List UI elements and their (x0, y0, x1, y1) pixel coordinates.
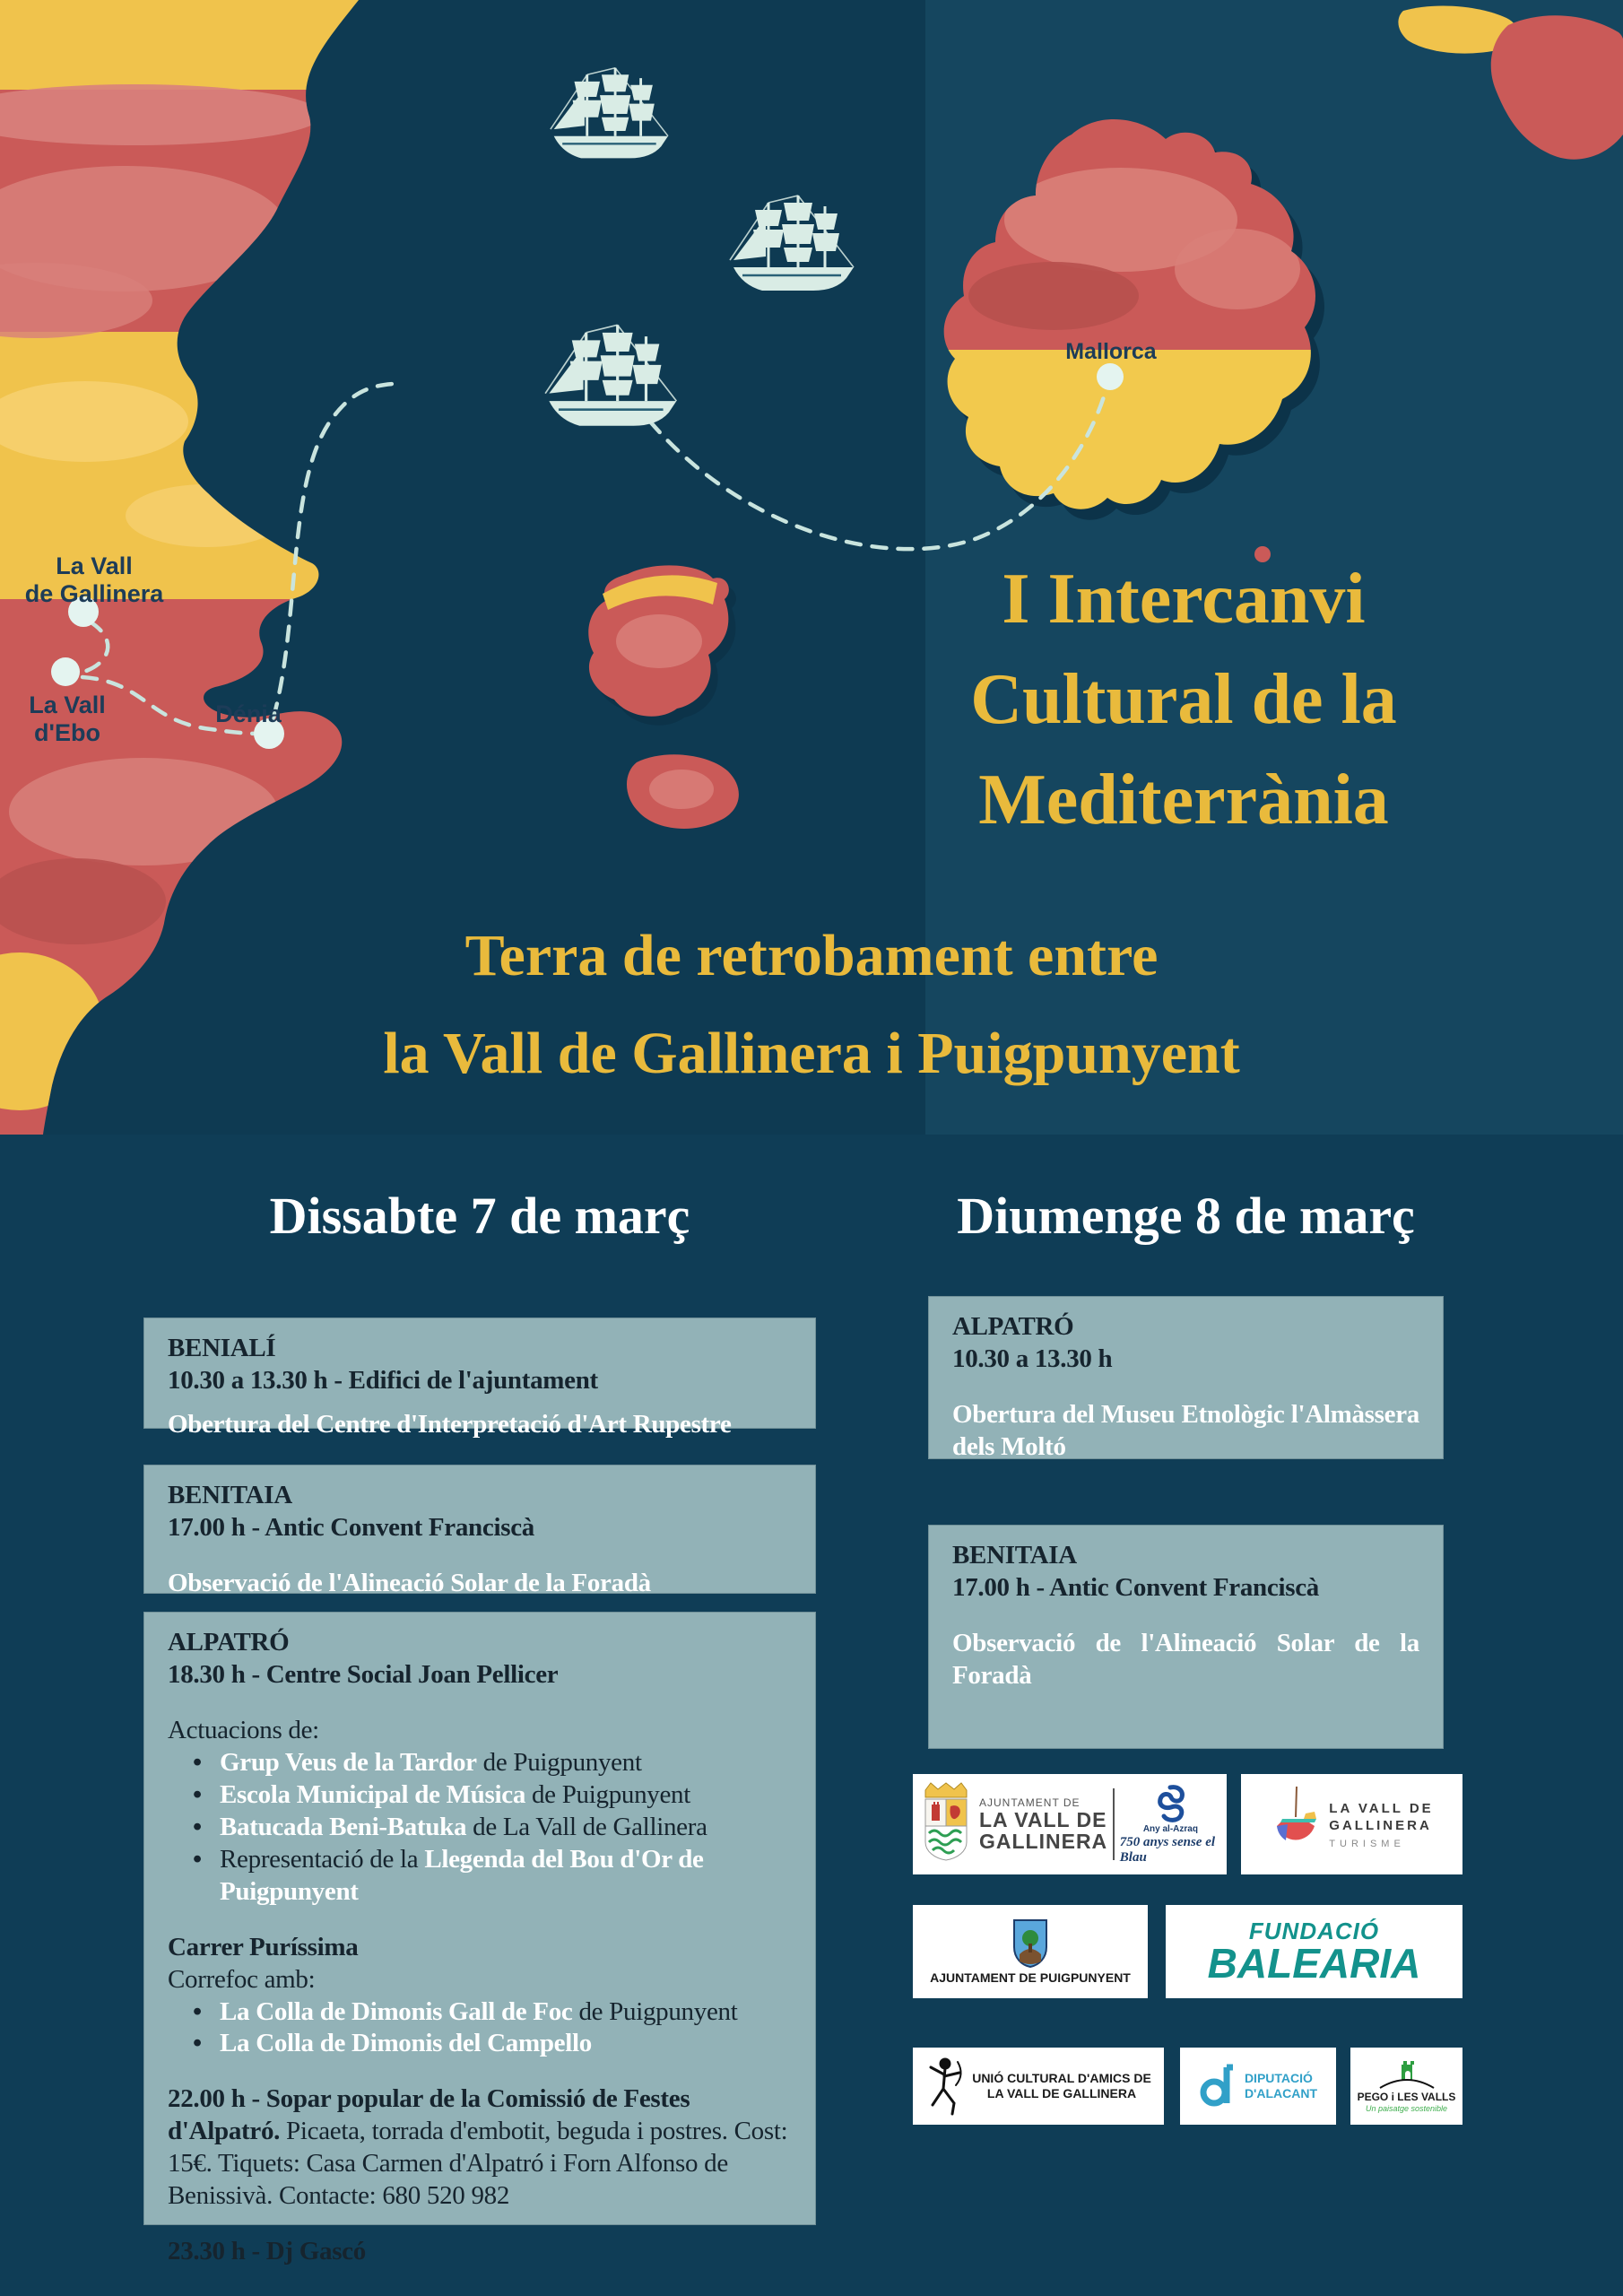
event-time: 10.30 a 13.30 h - Edifici de l'ajuntament (168, 1365, 598, 1395)
title-line: Cultural de la (970, 660, 1397, 739)
subtitle-line: la Vall de Gallinera i Puigpunyent (383, 1020, 1240, 1086)
dj-info: 23.30 h - Dj Gascó (168, 2237, 366, 2266)
list-item: • Escola Municipal de Música de Puigpunyent (168, 1779, 792, 1812)
subtitle-line: Terra de retrobament entre (464, 923, 1159, 988)
ship-icon (551, 68, 668, 159)
poster-title (915, 549, 1453, 850)
map-label-ebo: La Vall d'Ebo (29, 691, 106, 746)
logo-text: D'ALACANT (1244, 2086, 1318, 2100)
ship-icon (545, 325, 676, 425)
poster-subtitle (126, 908, 1497, 1103)
logo-text: FUNDACIÓ (1248, 1918, 1380, 1944)
logo-fundacio-balearia (1166, 1905, 1462, 1998)
list-item: • Grup Veus de la Tardor de Puigpunyent (168, 1747, 792, 1779)
list-item: • La Colla de Dimonis del Campello (168, 2028, 792, 2060)
logo-pego-les-valls (1350, 2048, 1462, 2125)
event-place: ALPATRÓ (952, 1312, 1074, 1341)
logo-text: UNIÓ CULTURAL D'AMICS DE (972, 2070, 1151, 2085)
list-item: • Batucada Beni-Batuka de La Vall de Gallinera (168, 1812, 792, 1844)
event-title: Observació de l'Alineació Solar de la Foradà (952, 1628, 1419, 1690)
puigpunyent-shield-icon (1011, 1918, 1050, 1969)
event-title: Obertura del Centre d'Interpretació d'Art Rupestre (168, 1409, 732, 1439)
list-item: • Representació de la Llegenda del Bou d'Or de Puigpunyent (193, 1844, 704, 1906)
event-time: 10.30 a 13.30 h (952, 1344, 1113, 1373)
cave-painting-figure-icon (925, 2055, 967, 2118)
logo-text: 750 anys sense el Blau (1119, 1834, 1216, 1865)
logo-text: BALEARIA (1207, 1940, 1421, 1987)
event-place: BENITAIA (952, 1541, 1077, 1570)
map-label-denia: Dénia (215, 700, 282, 727)
turisme-bowl-icon (1270, 1785, 1322, 1864)
event-box-alpatro-sat (143, 1612, 816, 2266)
list-item: • La Colla de Dimonis Gall de Foc de Puigpunyent (168, 1996, 792, 2029)
logo-text: AJUNTAMENT DE (979, 1796, 1081, 1809)
bullet-icon: • (193, 1812, 202, 1841)
event-box-alpatro-sun (928, 1296, 1444, 1459)
pego-tower-icon (1378, 2059, 1436, 2090)
sunday-header: Diumenge 8 de març (957, 1187, 1415, 1245)
bullet-icon: • (193, 2029, 202, 2058)
logo-text: PEGO i LES VALLS (1357, 2091, 1456, 2103)
logo-text: LA VALL DE (979, 1807, 1107, 1831)
logo-divider (1113, 1788, 1115, 1860)
bullet-icon: • (193, 1747, 202, 1777)
event-title: Obertura del Museu Etnològic l'Almàssera dels Moltó (952, 1399, 1419, 1461)
event-box-benitaia-sun (928, 1525, 1444, 1749)
logo-unio-cultural (913, 2048, 1164, 2125)
street-label: Carrer Puríssima (168, 1932, 359, 1961)
mallorca-island (933, 99, 1336, 529)
event-place: BENITAIA (168, 1481, 292, 1509)
event-title: Observació de l'Alineació Solar de la Foradà (168, 1568, 651, 1597)
gallinera-coat-of-arms-icon (918, 1781, 974, 1867)
acts-label: Actuacions de: (168, 1715, 319, 1744)
event-time: 17.00 h - Antic Convent Franciscà (952, 1572, 1319, 1602)
diputacio-monogram-icon (1199, 2062, 1238, 2110)
event-place: ALPATRÓ (168, 1628, 290, 1657)
logo-text: Any al-Azraq (1142, 1823, 1198, 1834)
correfoc-label: Correfoc amb: (168, 1964, 316, 1994)
logo-text: DIPUTACIÓ (1244, 2071, 1313, 2086)
formentera-island (627, 754, 739, 829)
logo-text: LA VALL DE (1329, 1800, 1434, 1816)
saturday-header: Dissabte 7 de març (269, 1187, 690, 1245)
logo-text: GALLINERA (979, 1830, 1108, 1853)
event-time: 17.00 h - Antic Convent Franciscà (168, 1512, 534, 1542)
logo-gallinera-turisme (1241, 1774, 1462, 1874)
al-azraq-emblem-icon (1151, 1784, 1189, 1823)
logo-text: GALLINERA (1329, 1818, 1432, 1833)
event-place: BENIALÍ (168, 1334, 276, 1362)
map-label-mallorca: Mallorca (1065, 339, 1157, 364)
menorca-island (1398, 5, 1623, 159)
logo-text: TURISME (1329, 1838, 1405, 1849)
event-box-benitaia-sat (143, 1465, 816, 1597)
dinner-info: 22.00 h - Sopar popular de la Comissió de Festes d'Alpatró. Picaeta, torrada d'embotit, beguda i postres. Cost: 15€. Tiquets: Casa Carmen d'Alpatró i Forn Alfonso de Benissivà. Contacte: 680 520 982 (168, 2084, 788, 2211)
logo-ajuntament-puigpunyent (913, 1905, 1148, 1998)
logo-text: LA VALL DE GALLINERA (986, 2086, 1137, 2100)
logo-text: Un paisatge sostenible (1365, 2104, 1448, 2113)
map-label-gallinera: La Vall de Gallinera (24, 552, 164, 607)
event-time: 18.30 h - Centre Social Joan Pellicer (168, 1659, 559, 1689)
logo-text: AJUNTAMENT DE PUIGPUNYENT (930, 1970, 1131, 1985)
ship-icon (730, 196, 854, 291)
title-line: Mediterrània (978, 761, 1389, 839)
bullet-icon: • (193, 1779, 202, 1809)
logo-diputacio-alacant (1180, 2048, 1336, 2125)
title-line: I Intercanvi (1002, 560, 1366, 639)
logo-ajuntament-gallinera (913, 1774, 1227, 1874)
bullet-icon: • (193, 1844, 202, 1874)
event-box-benial (143, 1318, 816, 1439)
bullet-icon: • (193, 1996, 202, 2026)
